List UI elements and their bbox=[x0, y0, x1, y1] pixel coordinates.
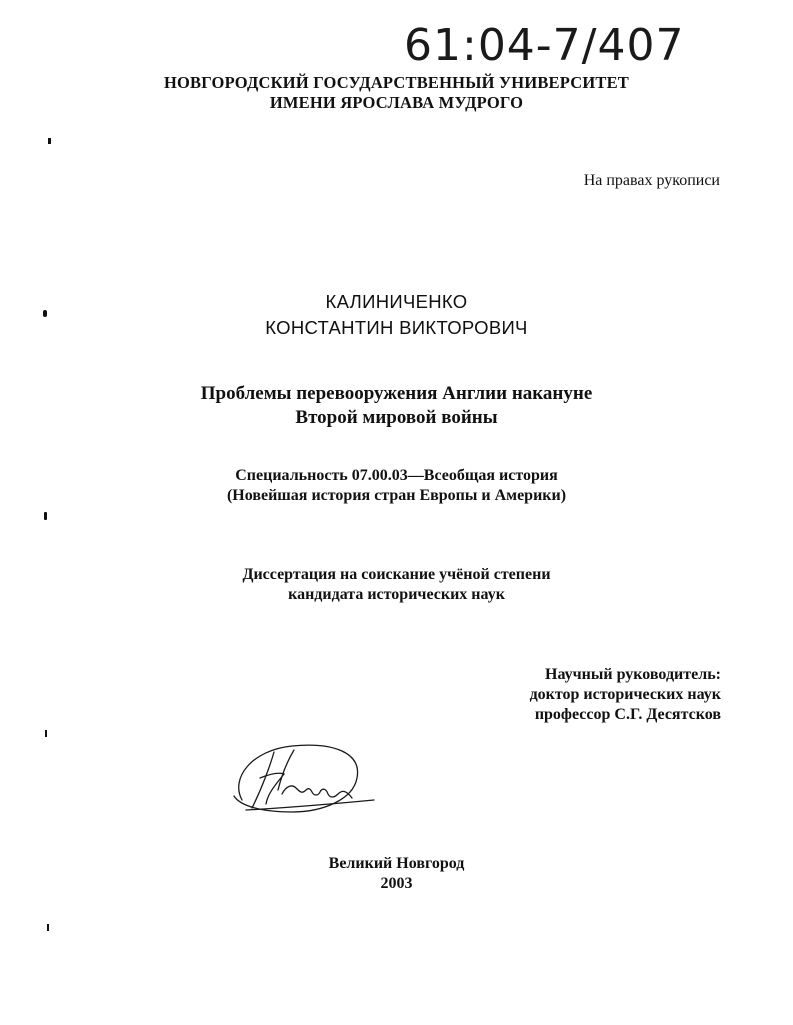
margin-speck bbox=[47, 924, 49, 931]
degree-line-2: кандидата исторических наук bbox=[288, 586, 505, 603]
degree-block bbox=[0, 565, 793, 605]
margin-speck bbox=[43, 310, 47, 317]
author-signature bbox=[222, 738, 382, 823]
margin-speck bbox=[45, 730, 47, 737]
margin-speck bbox=[48, 138, 51, 144]
specialty-line-1: Специальность 07.00.03—Всеобщая история bbox=[235, 467, 558, 484]
margin-speck bbox=[44, 512, 47, 520]
title-line-2: Второй мировой войны bbox=[295, 407, 498, 428]
degree-line-1: Диссертация на соискание учёной степени bbox=[242, 566, 551, 583]
city-name: Великий Новгород bbox=[328, 855, 465, 872]
stamp-text: 61:04-7/407 bbox=[404, 20, 685, 71]
supervisor-degree: доктор исторических наук bbox=[529, 686, 721, 703]
supervisor-block bbox=[530, 665, 721, 725]
publication-year: 2003 bbox=[380, 875, 413, 892]
specialty-line-2: (Новейшая история стран Европы и Америки) bbox=[226, 487, 567, 504]
author-given-names: КОНСТАНТИН ВИКТОРОВИЧ bbox=[265, 317, 528, 338]
supervisor-label: Научный руководитель: bbox=[545, 666, 721, 683]
university-line-2: ИМЕНИ ЯРОСЛАВА МУДРОГО bbox=[269, 93, 524, 112]
author-surname: КАЛИНИЧЕНКО bbox=[325, 291, 468, 312]
title-line-1: Проблемы перевооружения Англии накануне bbox=[200, 383, 593, 404]
handwritten-catalog-stamp bbox=[400, 14, 685, 74]
stamp-graphic bbox=[400, 14, 685, 74]
dissertation-title bbox=[0, 382, 793, 430]
university-line-1: НОВГОРОДСКИЙ ГОСУДАРСТВЕННЫЙ УНИВЕРСИТЕТ bbox=[163, 73, 630, 92]
author-block bbox=[0, 289, 793, 341]
supervisor-name: профессор С.Г. Десятсков bbox=[534, 706, 721, 723]
manuscript-rights-note: На правах рукописи bbox=[583, 172, 720, 189]
signature-graphic bbox=[222, 738, 382, 823]
university-header bbox=[0, 73, 793, 113]
specialty-block bbox=[0, 466, 793, 506]
footer-block bbox=[0, 854, 793, 894]
